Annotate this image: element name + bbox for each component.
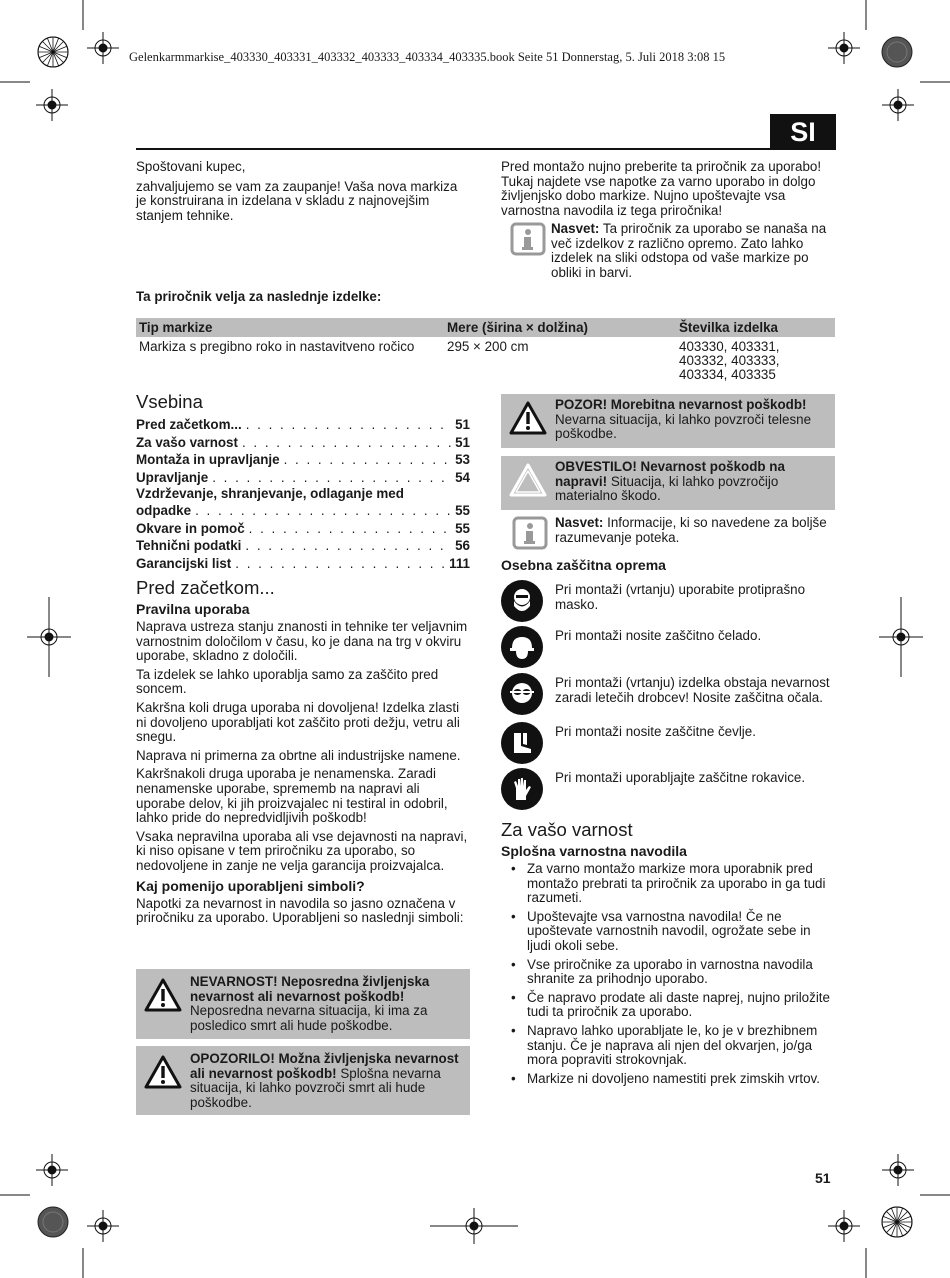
sunburst-mark-bottom-right-icon: [882, 1207, 912, 1237]
info-tip-text: Nasvet: Informacije, ki so navedene za boljše razumevanje poteka.: [555, 515, 827, 545]
danger-text: NEVARNOST! Neposredna življenjska nevarnost ali nevarnost poškodb! Neposredna nevarna situacija, ki ima za posledico smrt ali hude poškodbe.: [190, 974, 430, 1033]
print-header-line: Gelenkarmmarkise_403330_403331_403332_403333_403334_403335.book Seite 51 Donnerstag, 5. Juli 2018 3:08 15: [129, 50, 726, 64]
ppe-item: [501, 768, 833, 810]
list-item: • Napravo lahko uporabljate le, ko je v brezhibnem stanju. Če je naprava ali njen del okvarjen, jo/ga mora popraviti strokovnjak.: [501, 1024, 835, 1068]
list-item: • Za varno montažo markize mora uporabnik pred montažo prebrati ta priročnik za uporabo in ga tudi razumeti.: [501, 862, 835, 906]
page-number: 51: [815, 1170, 831, 1186]
toc-item[interactable]: Upravljanje . . . 54: [136, 469, 470, 487]
toc-item[interactable]: Tehnični podatki . . . 56: [136, 537, 470, 555]
notice-box: [501, 456, 835, 510]
warning-text: OPOZORILO! Možna življenjska nevarnost ali nevarnost poškodb! Splošna nevarna situacija, ki lahko povzroči smrt ali hude poškodbe.: [190, 1051, 459, 1110]
greeting: Spoštovani kupec,: [136, 159, 246, 174]
section-title: Pred začetkom...: [136, 577, 275, 598]
toc-item[interactable]: Pred začetkom... . . . 51: [136, 416, 470, 434]
grey-disc-mark-top-right-icon: [882, 37, 912, 67]
info-icon: [505, 516, 555, 550]
crosshair-mark-icon: [430, 1208, 518, 1244]
crosshair-mark-icon: [87, 32, 119, 64]
dust-mask-icon: [501, 580, 543, 622]
paragraph: Kakršnakoli druga uporaba je nenamenska. Zaradi nenamenske uporabe, sprememb na napravi ali uporabe delov, ki jih proizvajalec ni testiral in odobril, lahko pride do nepredvidljivih poškodb!: [136, 766, 448, 826]
ppe-text: Pri montaži nosite zaščitne čevlje.: [555, 724, 756, 739]
section-title: Za vašo varnost: [501, 819, 633, 840]
notice-text: OBVESTILO! Nevarnost poškodb na napravi! Situacija, ki lahko povzročijo materialno škodo.: [555, 459, 785, 504]
intro-right: [501, 160, 835, 223]
column-header: Mere (širina × dolžina): [444, 318, 676, 337]
danger-triangle-icon: [136, 975, 190, 1013]
ppe-item: [501, 722, 833, 764]
subsection-title: Splošna varnostna navodila: [501, 843, 687, 859]
caution-box: [501, 394, 835, 448]
table-cell: Markiza s pregibno roko in nastavitveno ročico: [139, 339, 415, 354]
crosshair-mark-icon: [27, 597, 71, 677]
ppe-text: Pri montaži nosite zaščitno čelado.: [555, 628, 762, 643]
safety-list: [501, 862, 835, 1086]
intro-tip-text: Nasvet: Ta priročnik za uporabo se nanaša na več izdelkov z različno opremo. Zato lahko izdelek na sliki odstopa od vaše markize po obliki in barvi.: [551, 221, 827, 280]
list-item: • Upoštevajte vsa varnostna navodila! Če ne upoštevate varnostnih navodil, ogrožate sebe in ljudi okoli sebe.: [501, 910, 835, 954]
table-cell: 295 × 200 cm: [447, 339, 529, 354]
ppe-title: Osebna zaščitna oprema: [501, 557, 666, 573]
gloves-icon: [501, 768, 543, 810]
before-start-section: [136, 577, 470, 931]
toc-title: Vsebina: [136, 391, 203, 412]
subsection-title: Pravilna uporaba: [136, 601, 250, 617]
caution-text: POZOR! Morebitna nevarnost poškodb! Nevarna situacija, ki lahko povzroči telesne poškodbe.: [555, 397, 812, 442]
goggles-icon: [501, 673, 543, 715]
read-first-text: Pred montažo nujno preberite ta priročnik za uporabo! Tukaj najdete vse napotke za varno uporabo in dolgo življenjsko dobo markize. Nujno upoštevajte vsa varnostna navodila iz tega priročnika!: [501, 159, 822, 218]
paragraph: Naprava ustreza stanju znanosti in tehnike ter veljavnim varnostnim določilom v času, ko je dana na trg v okviru uporabe, skladno z določili.: [136, 619, 468, 664]
danger-box: [136, 969, 470, 1039]
table-cell: 403330, 403331, 403332, 403333, 403334, 403335: [679, 339, 780, 382]
crosshair-mark-icon: [882, 1154, 914, 1186]
warning-box: [136, 1046, 470, 1115]
list-item: • Vse priročnike za uporabo in varnostna navodila shranite za prihodnjo uporabo.: [501, 958, 835, 987]
info-tip-box: [505, 516, 835, 550]
toc-item[interactable]: Okvare in pomoč . . . 55: [136, 520, 470, 538]
thanks-text: zahvaljujemo se vam za zaupanje! Vaša nova markiza je konstruirana in izdelana v skladu z najnovejšim stanjem tehnike.: [136, 178, 458, 223]
subsection-title: Kaj pomenijo uporabljeni simboli?: [136, 877, 365, 894]
column-header: Številka izdelka: [676, 318, 835, 337]
toc-item-multiline[interactable]: Vzdrževanje, shranjevanje, odlaganje med odpadke . . . 55: [136, 486, 470, 520]
intro-left: [136, 160, 466, 228]
ppe-item: [501, 626, 833, 668]
header-rule: [136, 148, 836, 150]
list-item: • Markize ni dovoljeno namestiti prek zimskih vrtov.: [501, 1072, 835, 1087]
ppe-text: Pri montaži (vrtanju) uporabite protiprašno masko.: [555, 582, 806, 612]
warning-triangle-icon: [136, 1052, 190, 1090]
toc-item[interactable]: Za vašo varnost . . . 51: [136, 434, 470, 452]
paragraph: Naprava ni primerna za obrtne ali industrijske namene.: [136, 747, 461, 763]
products-heading: Ta priročnik velja za naslednje izdelke:: [136, 289, 382, 304]
table-row: [136, 337, 835, 385]
paragraph: Vsaka nepravilna uporaba ali vse dejavnosti na napravi, ki niso opisane v tem priročniku za uporabo, so nedovoljene in zanje ne velja garancija proizvajalca.: [136, 828, 468, 873]
crosshair-mark-icon: [36, 1154, 68, 1186]
toc-item[interactable]: Garancijski list . . . 111: [136, 555, 470, 573]
crosshair-mark-icon: [879, 597, 923, 677]
ppe-item: [501, 673, 833, 715]
ppe-text: Pri montaži uporabljajte zaščitne rokavice.: [555, 770, 806, 785]
safety-boots-icon: [501, 722, 543, 764]
caution-triangle-icon: [501, 398, 555, 436]
intro-tip-box: [505, 222, 835, 280]
sunburst-mark-top-left-icon: [38, 37, 68, 67]
ppe-text: Pri montaži (vrtanju) izdelka obstaja nevarnost zaradi letečih drobcev! Nosite zaščitna očala.: [555, 675, 830, 705]
paragraph: Ta izdelek se lahko uporablja samo za zaščito pred soncem.: [136, 666, 439, 697]
crosshair-mark-icon: [36, 89, 68, 121]
language-tab: SI: [770, 114, 836, 150]
crosshair-mark-icon: [828, 1210, 860, 1242]
safety-section: [501, 819, 835, 1090]
notice-triangle-icon: [501, 460, 555, 498]
toc: [136, 391, 470, 572]
paragraph: Kakršna koli druga uporaba ni dovoljena! Izdelka zlasti ni dovoljeno uporabljati kot zaščito proti dežju, vetru ali snegu.: [136, 699, 460, 745]
crosshair-mark-icon: [828, 32, 860, 64]
ppe-item: [501, 580, 833, 622]
toc-item[interactable]: Montaža in upravljanje . . . 53: [136, 451, 470, 469]
crosshair-mark-icon: [882, 89, 914, 121]
grey-disc-mark-bottom-left-icon: [38, 1207, 68, 1237]
helmet-icon: [501, 626, 543, 668]
list-item: • Če napravo prodate ali daste naprej, nujno priložite tudi ta priročnik za uporabo.: [501, 991, 835, 1020]
crosshair-mark-icon: [87, 1210, 119, 1242]
products-table: [136, 318, 835, 385]
paragraph: Napotki za nevarnost in navodila so jasno označena v priročniku za uporabo. Uporabljeni so naslednji simboli:: [136, 895, 464, 926]
info-icon: [505, 222, 551, 256]
column-header: Tip markize: [136, 318, 444, 337]
